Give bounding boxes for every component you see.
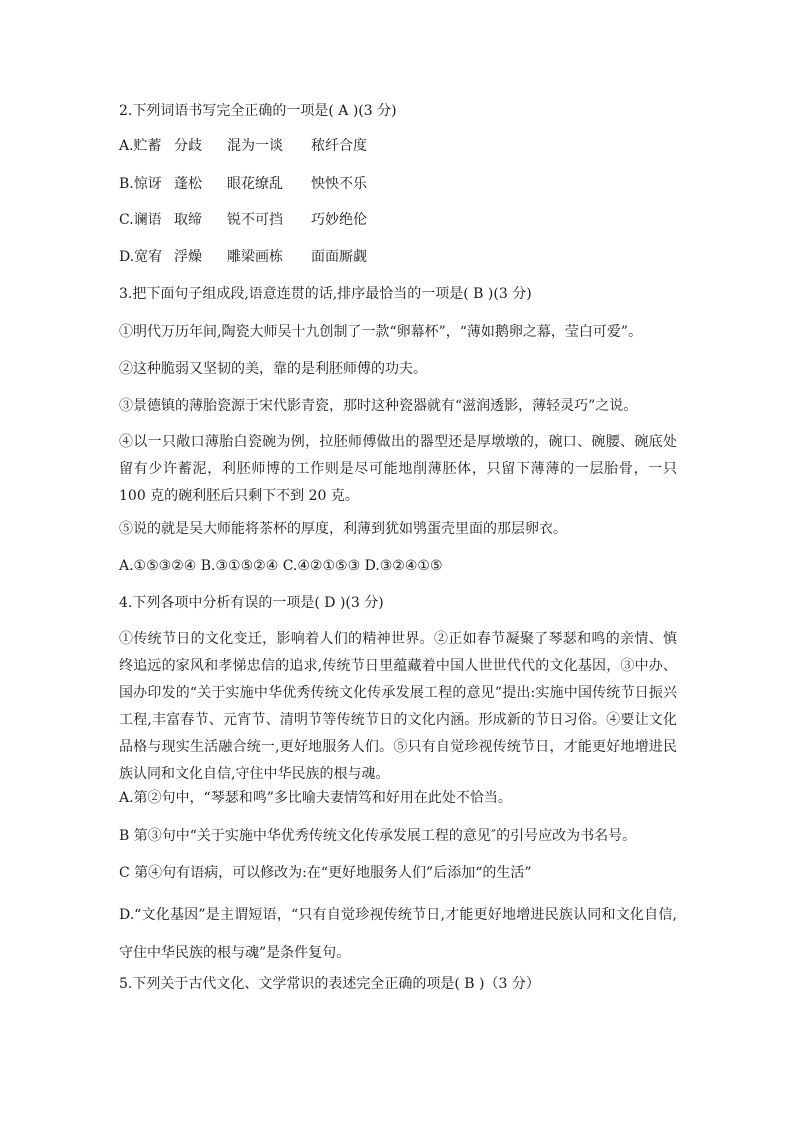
q2-d-1: D.宽宥 bbox=[119, 249, 163, 265]
q2-d-4: 面面厮觑 bbox=[311, 249, 367, 265]
q3-sentence-1: ①明代万历年间,陶瓷大师吴十九创制了一款“卵幕杯”，“薄如鹅卵之幕，莹白可爱”。 bbox=[119, 324, 643, 340]
q2-a-4: 秾纤合度 bbox=[311, 138, 367, 154]
q4-stem: 4.下列各项中分析有误的一项是( D )(3 分) bbox=[119, 595, 384, 611]
q2-option-b bbox=[119, 177, 676, 191]
q2-stem: 2.下列词语书写完全正确的一项是( A )(3 分) bbox=[119, 103, 397, 119]
q4-passage: ①传统节日的文化变迁，影响着人们的精神世界。②正如春节凝聚了琴瑟和鸣的亲情、慎终追远的家风和孝悌忠信的追求,传统节日里蕴藏着中国人世世代代的文化基因，③中办、国办印发的“关于实施中华优秀传统文化传承发展工程的意见”提出:实施中国传统节日振兴工程,丰富春节、元宵节、清明节等传统节日的文化内涵。形成新的节日习俗。④要让文化品格与现实生活融合统一,更好地服务人们。⑤只有自觉珍视传统节日，才能更好地增进民族认同和文化自信,守住中华民族的根与魂。 bbox=[119, 631, 677, 782]
q2-c-4: 巧妙绝伦 bbox=[311, 212, 367, 228]
q2-a-2: 分歧 bbox=[174, 138, 202, 154]
q2-a-1: A.贮蓄 bbox=[119, 138, 162, 154]
q2-b-3: 眼花缭乱 bbox=[227, 176, 283, 192]
q2-a-3: 混为一谈 bbox=[227, 138, 283, 154]
q4-option-a: A.第②句中，“琴瑟和鸣”多比喻夫妻情笃和好用在此处不恰当。 bbox=[119, 790, 512, 806]
q2-option-d bbox=[119, 250, 676, 264]
q2-option-c bbox=[119, 213, 676, 227]
q4-option-b: B 第③句中“关于实施中华优秀传统文化传承发展工程的意见″的引号应改为书名号。 bbox=[119, 828, 637, 844]
q4-option-c: C 第④句有语病，可以修改为:在“更好地服务人们”后添加“的生活” bbox=[119, 865, 532, 881]
q3-sentence-5: ⑤说的就是吴大师能将茶杯的厚度，利薄到犹如鸮蛋壳里面的那层卵衣。 bbox=[119, 521, 567, 537]
q2-c-2: 取缔 bbox=[174, 212, 202, 228]
q2-b-2: 蓬松 bbox=[174, 176, 202, 192]
q2-b-4: 怏怏不乐 bbox=[311, 176, 367, 192]
q3-sentence-4: ④以一只敞口薄胎白瓷碗为例，拉胚师傅做出的器型还是厚墩墩的，碗口、碗腰、碗底处留有少许蓄泥，利胚师博的工作则是尽可能地削薄胚体，只留下薄薄的一层胎骨，一只 100 克的碗利胚后只剩下不到 20 克。 bbox=[119, 434, 677, 504]
q3-stem: 3.把下面句子组成段,语意连贯的话,排序最恰当的一项是( B )(3 分) bbox=[119, 286, 532, 302]
q2-c-1: C.谰语 bbox=[119, 212, 162, 228]
q4-option-d: D.“文化基因”是主谓短语，“只有自觉珍视传统节日,才能更好地增进民族认同和文化自信,守住中华民族的根与魂”是条件复句。 bbox=[119, 907, 677, 961]
q3-sentence-3: ③景德镇的薄胎瓷源于宋代影青瓷，那时这种瓷器就有“滋润透影，薄轻灵巧”之说。 bbox=[119, 398, 638, 414]
q2-b-1: B.惊讶 bbox=[119, 176, 162, 192]
q3-answer-options: A.①⑤③②④ B.③①⑤②④ C.④②①⑤③ D.③②④①⑤ bbox=[119, 558, 443, 574]
q5-stem: 5.下列关于古代文化、文学常识的表述完全正确的项是( B )（3 分） bbox=[119, 976, 540, 992]
q2-d-2: 浮燥 bbox=[174, 249, 202, 265]
q2-d-3: 雕梁画栋 bbox=[227, 249, 283, 265]
q2-c-3: 锐不可挡 bbox=[227, 212, 283, 228]
q2-option-a bbox=[119, 139, 676, 153]
q3-sentence-2: ②这种脆弱又坚韧的美，靠的是利胚师傅的功夫。 bbox=[119, 361, 427, 377]
